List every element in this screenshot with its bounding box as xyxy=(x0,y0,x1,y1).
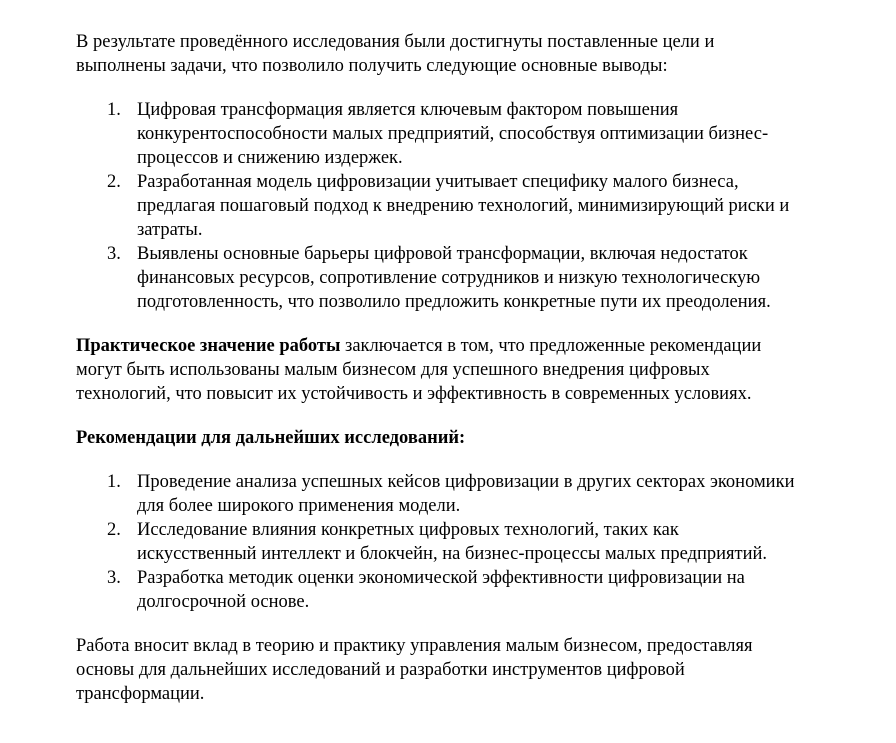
text-fragment: заключается в том, что предложенные рекомендации xyxy=(340,336,762,356)
list-number: 1. xyxy=(107,472,121,492)
text-line: выполнены задачи, что позволило получить следующие основные выводы: xyxy=(76,56,668,76)
list-item xyxy=(76,98,876,170)
text-line: технологий, что повысит их устойчивость и эффективность в современных условиях. xyxy=(76,384,752,404)
list-number: 2. xyxy=(107,172,121,192)
text-line: основы для дальнейших исследований и разработки инструментов цифровой xyxy=(76,660,685,680)
text-line: могут быть использованы малым бизнесом для успешного внедрения цифровых xyxy=(76,360,710,380)
heading-text: Рекомендации для дальнейших исследований: xyxy=(76,428,466,448)
text-line: Проведение анализа успешных кейсов цифровизации в других секторах экономики xyxy=(137,472,795,492)
conclusions-list xyxy=(76,98,876,314)
practical-significance-paragraph xyxy=(76,334,876,406)
text-line xyxy=(76,334,876,358)
intro-paragraph xyxy=(76,30,876,78)
list-item xyxy=(76,470,876,518)
text-line: Разработанная модель цифровизации учитывает специфику малого бизнеса, xyxy=(137,172,739,192)
text-line: Цифровая трансформация является ключевым фактором повышения xyxy=(137,100,679,120)
list-number: 3. xyxy=(107,568,121,588)
text-line: затраты. xyxy=(137,220,203,240)
list-item xyxy=(76,566,876,614)
recommendations-list xyxy=(76,470,876,614)
list-item xyxy=(76,518,876,566)
text-line: подготовленность, что позволило предложить конкретные пути их преодоления. xyxy=(137,292,771,312)
section-heading xyxy=(76,426,876,450)
list-item xyxy=(76,242,876,314)
text-line: искусственный интеллект и блокчейн, на бизнес-процессы малых предприятий. xyxy=(137,544,768,564)
text-line: Исследование влияния конкретных цифровых технологий, таких как xyxy=(137,520,679,540)
list-item xyxy=(76,170,876,242)
closing-paragraph xyxy=(76,634,876,706)
text-line: предлагая пошаговый подход к внедрению технологий, минимизирующий риски и xyxy=(137,196,790,216)
text-line: В результате проведённого исследования были достигнуты поставленные цели и xyxy=(76,32,715,52)
text-line: трансформации. xyxy=(76,684,205,704)
text-line: Разработка методик оценки экономической эффективности цифровизации на xyxy=(137,568,745,588)
list-number: 3. xyxy=(107,244,121,264)
document-page xyxy=(76,30,876,706)
bold-lead: Практическое значение работы xyxy=(76,336,341,356)
text-line: для более широкого применения модели. xyxy=(137,496,461,516)
text-line: процессов и снижению издержек. xyxy=(137,148,403,168)
text-line: Выявлены основные барьеры цифровой трансформации, включая недостаток xyxy=(137,244,748,264)
list-number: 2. xyxy=(107,520,121,540)
text-line: конкурентоспособности малых предприятий, способствуя оптимизации бизнес- xyxy=(137,124,769,144)
text-line: финансовых ресурсов, сопротивление сотрудников и низкую технологическую xyxy=(137,268,761,288)
text-line: Работа вносит вклад в теорию и практику управления малым бизнесом, предоставляя xyxy=(76,636,753,656)
list-number: 1. xyxy=(107,100,121,120)
text-line: долгосрочной основе. xyxy=(137,592,310,612)
